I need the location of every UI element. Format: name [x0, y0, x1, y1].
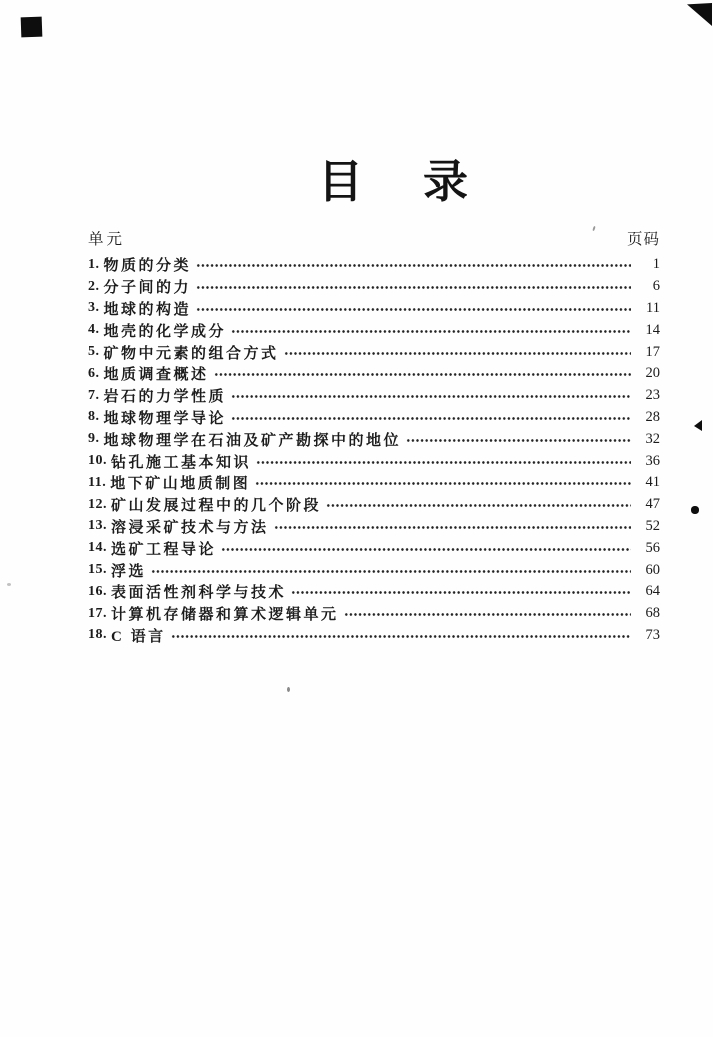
column-header-unit: 单元	[88, 231, 126, 248]
toc-entry-page: 73	[645, 626, 660, 643]
toc-entry-number: 12.	[88, 496, 107, 512]
toc-row	[88, 625, 660, 647]
toc-row	[88, 407, 660, 429]
toc-entry-page: 23	[645, 387, 660, 404]
dot-leader	[214, 363, 631, 385]
toc-entry-page: 68	[645, 605, 660, 622]
toc-entry-page: 52	[645, 517, 660, 534]
toc-entry-number: 17.	[88, 605, 107, 621]
toc-entry-title: 分子间的力	[103, 280, 192, 297]
scan-artifact-right-edge-mark-2	[691, 506, 699, 514]
toc-entry-number: 10.	[88, 453, 107, 469]
toc-entry-number: 2.	[88, 278, 100, 294]
toc-entry-page: 36	[645, 452, 660, 469]
toc-entry-number: 14.	[88, 540, 107, 556]
dot-leader	[196, 298, 631, 320]
toc-entry-number: 3.	[88, 300, 100, 316]
toc-entry-title: 地球物理学导论	[103, 410, 227, 427]
toc-entry-title: 选矿工程导论	[111, 541, 217, 558]
toc-entry-number: 15.	[88, 562, 107, 578]
toc-row	[88, 472, 660, 494]
scan-speck-1	[287, 687, 290, 692]
toc-entry-page: 11	[646, 299, 660, 316]
toc-row	[88, 319, 660, 341]
toc-entry-title: 计算机存储器和算术逻辑单元	[111, 607, 339, 624]
toc-entry-title: 地球物理学在石油及矿产勘探中的地位	[103, 432, 402, 449]
dot-leader	[406, 428, 631, 450]
toc-entry-number: 9.	[88, 431, 100, 447]
toc-entry-number: 1.	[88, 256, 100, 272]
toc-entry-title: C 语言	[111, 628, 166, 645]
dot-leader	[344, 603, 631, 625]
dot-leader	[231, 385, 631, 407]
dot-leader	[196, 254, 631, 276]
toc-entry-number: 4.	[88, 322, 100, 338]
toc-entry-title: 地质调查概述	[103, 367, 209, 384]
scan-artifact-right-edge-mark-1	[694, 420, 702, 431]
title-char-right: 录	[423, 157, 469, 207]
toc-entry-page: 32	[645, 430, 660, 447]
toc-entry-title: 地下矿山地质制图	[110, 476, 251, 493]
toc-entry-page: 14	[645, 321, 660, 338]
dot-leader	[291, 581, 631, 603]
toc-entry-title: 地壳的化学成分	[103, 323, 227, 340]
toc-row	[88, 494, 660, 516]
toc-row	[88, 341, 660, 363]
toc-row	[88, 559, 660, 581]
toc-entry-title: 表面活性剂科学与技术	[111, 585, 287, 602]
dot-leader	[274, 516, 631, 538]
toc-entry-title: 溶浸采矿技术与方法	[111, 519, 269, 536]
toc-entry-title: 矿山发展过程中的几个阶段	[111, 498, 322, 515]
page-title	[318, 158, 468, 208]
toc-entry-number: 18.	[88, 627, 107, 643]
toc-entry-title: 浮选	[111, 563, 147, 580]
toc-row	[88, 581, 660, 603]
toc-entry-number: 13.	[88, 518, 107, 534]
toc-row	[88, 298, 660, 320]
toc-entry-page: 47	[645, 496, 660, 513]
toc-row	[88, 385, 660, 407]
dot-leader	[256, 450, 631, 472]
toc-entry-page: 64	[645, 583, 660, 600]
toc-entry-title: 矿物中元素的组合方式	[103, 345, 279, 362]
dot-leader	[221, 537, 631, 559]
dot-leader	[255, 472, 631, 494]
dot-leader	[326, 494, 631, 516]
toc-entry-title: 钻孔施工基本知识	[111, 454, 252, 471]
toc-entry-page: 20	[645, 365, 660, 382]
toc-entry-page: 56	[645, 539, 660, 556]
toc-entry-page: 17	[645, 343, 660, 360]
toc-row	[88, 428, 660, 450]
title-char-left: 目	[318, 157, 364, 207]
toc-row	[88, 254, 660, 276]
scan-artifact-top-left-square	[21, 17, 43, 38]
dot-leader	[284, 341, 631, 363]
toc-row	[88, 516, 660, 538]
toc-column-headers	[88, 227, 660, 249]
dot-leader	[196, 276, 631, 298]
scan-speck-2	[7, 583, 11, 586]
toc-entry-page: 1	[652, 256, 660, 273]
toc-entry-number: 6.	[88, 365, 100, 381]
toc-entry-title: 岩石的力学性质	[103, 389, 227, 406]
dot-leader	[231, 407, 631, 429]
toc-entry-number: 7.	[88, 387, 100, 403]
toc-row	[88, 603, 660, 625]
toc-entry-page: 28	[645, 408, 660, 425]
dot-leader	[171, 625, 631, 647]
toc-entry-page: 6	[652, 278, 660, 295]
toc-entry-number: 8.	[88, 409, 100, 425]
toc-row	[88, 450, 660, 472]
toc-row	[88, 537, 660, 559]
toc-entry-number: 16.	[88, 583, 107, 599]
toc-list	[88, 254, 660, 646]
toc-entry-page: 60	[645, 561, 660, 578]
scan-artifact-top-right-triangle	[687, 3, 712, 26]
toc-entry-number: 5.	[88, 344, 100, 360]
toc-entry-number: 11.	[88, 474, 107, 490]
column-header-page: 页码	[626, 231, 660, 248]
toc-entry-title: 地球的构造	[103, 301, 192, 318]
table-of-contents	[88, 227, 660, 646]
toc-row	[88, 276, 660, 298]
toc-row	[88, 363, 660, 385]
toc-entry-page: 41	[645, 474, 660, 491]
dot-leader	[151, 559, 631, 581]
toc-entry-title: 物质的分类	[103, 258, 192, 275]
dot-leader	[231, 319, 631, 341]
